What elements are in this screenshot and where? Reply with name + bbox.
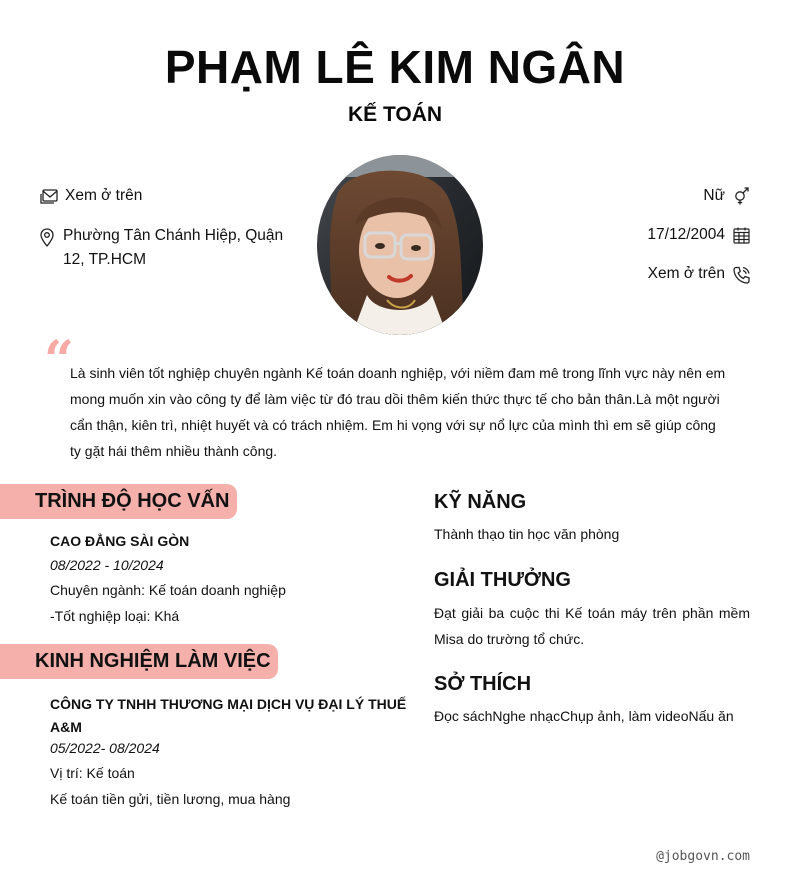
education-heading: TRÌNH ĐỘ HỌC VẤN (0, 484, 237, 519)
birthday-value: 17/12/2004 (647, 226, 725, 243)
gender-icon (732, 187, 750, 205)
address-value: Phường Tân Chánh Hiệp, Quận 12, TP.HCM (63, 227, 284, 268)
email-value: Xem ở trên (65, 187, 143, 204)
map-pin-icon (39, 228, 55, 247)
experience-heading: KINH NGHIỆM LÀM VIỆC (0, 644, 278, 679)
footer-watermark: @jobgovn.com (656, 849, 750, 864)
education-major: Chuyên ngành: Kế toán doanh nghiệp (50, 582, 286, 598)
calendar-icon (733, 227, 750, 244)
experience-company: CÔNG TY TNHH THƯƠNG MẠI DỊCH VỤ ĐẠI LÝ THUẾ A&M (50, 696, 407, 735)
gender-value: Nữ (703, 187, 725, 204)
hobbies-heading: SỞ THÍCH (434, 673, 532, 695)
job-title: KẾ TOÁN (347, 103, 443, 126)
quote-icon: “ (44, 330, 74, 391)
phone-value: Xem ở trên (647, 265, 725, 282)
skills-text: Thành thạo tin học văn phòng (434, 526, 620, 542)
education-period: 08/2022 - 10/2024 (50, 557, 164, 573)
education-grade: -Tốt nghiệp loại: Khá (50, 608, 180, 624)
avatar (317, 155, 483, 335)
experience-duties: Kế toán tiền gửi, tiền lương, mua hàng (50, 791, 291, 807)
phone-icon (733, 266, 750, 284)
education-school: CAO ĐẲNG SÀI GÒN (50, 533, 190, 549)
skills-heading: KỸ NĂNG (434, 491, 527, 513)
mail-icon (40, 188, 58, 205)
experience-period: 05/2022- 08/2024 (50, 740, 160, 756)
candidate-name: PHẠM LÊ KIM NGÂN (164, 41, 626, 93)
awards-text: Đạt giải ba cuộc thi Kế toán máy trên phần mềm Misa do trường tổ chức. (434, 605, 750, 647)
experience-position: Vị trí: Kế toán (50, 765, 135, 781)
hobbies-text: Đọc sáchNghe nhạcChụp ảnh, làm videoNấu ăn (434, 708, 734, 724)
summary-text: Là sinh viên tốt nghiệp chuyên ngành Kế toán doanh nghiệp, với niềm đam mê trong lĩnh vực này nên em mong muốn xin vào công ty để làm việc từ đó trau dồi thêm kiến thức thực tế cho bản thân.Là một người cẩn thận, kiên trì, nhiệt huyết và có trách nhiệm. Em hi vọng với sự nổ lực của mình thì em sẽ giúp công ty gặt hái thêm nhiều thành công. (70, 365, 726, 459)
awards-heading: GIẢI THƯỞNG (434, 569, 571, 591)
